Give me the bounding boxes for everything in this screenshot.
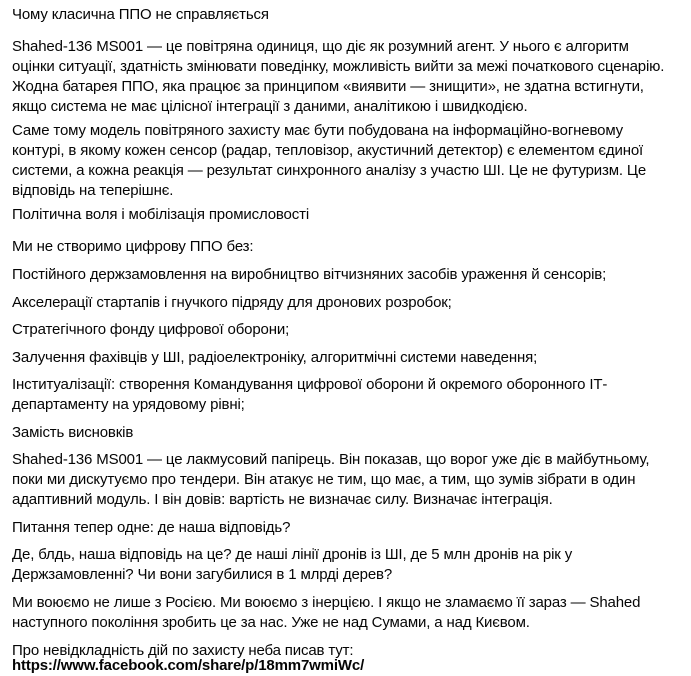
list-item-state-order: Постійного держзамовлення на виробництво вітчизняних засобів ураження й сенсорів; xyxy=(12,266,607,283)
paragraph-where-answer: Де, блдь, наша відповідь на це? де наші лінії дронів із ШІ, де 5 млн дронів на рік у Держзамовленні? Чи вони загубилися в 1 млрді дерев? xyxy=(12,546,573,583)
paragraph-heading-political-will: Політична воля і мобілізація промисловості xyxy=(12,206,309,223)
paragraph-air-defense-model: Саме тому модель повітряного захисту має бути побудована на інформаційно-вогневому контурі, в якому кожен сенсор (радар, тепловізор, акустичний детектор) є елементом єдиної системи, а кожна реакція — результат синхронного аналізу з участю ШІ. Це не футуризм. Це відповідь на теперішнє. xyxy=(12,122,647,199)
paragraph-heading-classic-ppo: Чому класична ППО не справляється xyxy=(12,6,269,23)
list-item-institutionalization: Інституалізації: створення Командування цифрової оборони й окремого оборонного ІТ- департаменту на урядовому рівні; xyxy=(12,376,608,413)
list-item-specialists: Залучення фахівців у ШІ, радіоелектроніку, алгоритмічні системи наведення; xyxy=(12,349,538,366)
paragraph-link-intro: Про невідкладність дій по захисту неба писав тут: xyxy=(12,642,354,659)
paragraph-heading-conclusions: Замість висновків xyxy=(12,424,134,441)
paragraph-inertia: Ми воюємо не лише з Росією. Ми воюємо з інерцією. І якщо не зламаємо її зараз — Shahed наступного покоління зробить це за нас. Уже не над Сумами, а над Києвом. xyxy=(12,594,641,631)
paragraph-litmus-test: Shahed-136 MS001 — це лакмусовий папірець. Він показав, що ворог уже діє в майбутньому, поки ми дискутуємо про тендери. Він атакує не тим, що має, а тим, що зумів зібрати в один адаптивний модуль. І він довів: вартість не визначає силу. Визначає інтеграція. xyxy=(12,451,650,508)
paragraph-digital-ppo-intro: Ми не створимо цифрову ППО без: xyxy=(12,238,254,255)
paragraph-shahed-description: Shahed-136 MS001 — це повітряна одиниця, що діє як розумний агент. У нього є алгоритм оцінки ситуації, здатність змінювати поведінку, можливість вийти за межі початкового сценарію. Жодна батарея ППО, яка працює за принципом «виявити — знищити», не здатна встигнути, якщо система не має цілісної інтеграції з даними, аналітикою і швидкодією. xyxy=(12,38,665,115)
list-item-strategic-fund: Стратегічного фонду цифрової оборони; xyxy=(12,321,290,338)
facebook-share-link[interactable]: https://www.facebook.com/share/p/18mm7wmiWc/ xyxy=(12,657,365,674)
list-item-startups: Акселерації стартапів і гнучкого підряду для дронових розробок; xyxy=(12,294,452,311)
paragraph-question: Питання тепер одне: де наша відповідь? xyxy=(12,519,291,536)
